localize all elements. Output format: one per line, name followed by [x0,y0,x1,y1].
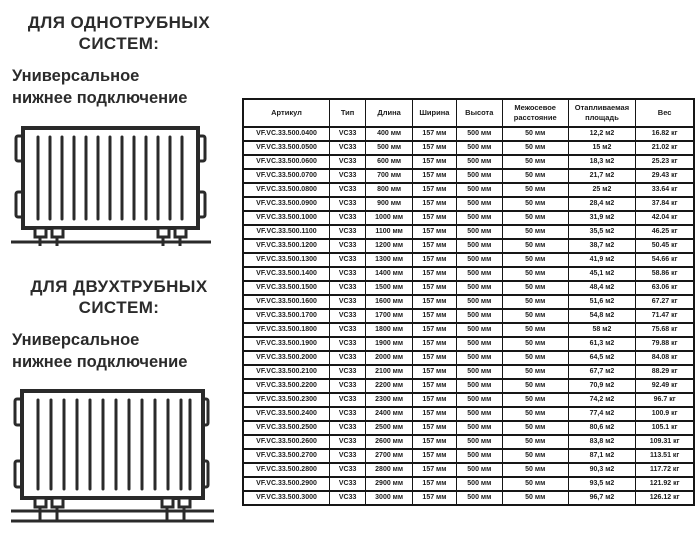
table-cell: VF.VC.33.500.1400 [243,267,330,281]
table-cell: VC33 [330,477,366,491]
table-cell: VC33 [330,183,366,197]
table-cell: 46.25 кг [636,225,694,239]
table-cell: VF.VC.33.500.2300 [243,393,330,407]
table-cell: 500 мм [456,169,502,183]
table-cell: 500 мм [456,407,502,421]
table-cell: 157 мм [413,141,457,155]
table-cell: 92.49 кг [636,379,694,393]
table-cell: 54,8 м2 [568,309,636,323]
table-cell: VF.VC.33.500.0600 [243,155,330,169]
table-cell: 105.1 кг [636,421,694,435]
table-cell: VF.VC.33.500.1300 [243,253,330,267]
column-header: Длина [366,99,413,127]
table-cell: 75.68 кг [636,323,694,337]
table-cell: 2600 мм [366,435,413,449]
table-row [243,239,694,253]
table-cell: 157 мм [413,477,457,491]
table-cell: 41,9 м2 [568,253,636,267]
table-cell: VC33 [330,351,366,365]
table-cell: 2100 мм [366,365,413,379]
table-cell: VF.VC.33.500.0900 [243,197,330,211]
table-cell: 500 мм [456,211,502,225]
table-cell: VF.VC.33.500.2900 [243,477,330,491]
table-cell: 109.31 кг [636,435,694,449]
table-cell: 88.29 кг [636,365,694,379]
table-cell: VC33 [330,225,366,239]
table-cell: 33.64 кг [636,183,694,197]
table-cell: 51,6 м2 [568,295,636,309]
table-cell: 157 мм [413,211,457,225]
table-cell: VF.VC.33.500.1000 [243,211,330,225]
table-row [243,253,694,267]
table-cell: 500 мм [456,323,502,337]
table-cell: 67,7 м2 [568,365,636,379]
two-pipe-subtitle [12,330,228,374]
table-cell: 157 мм [413,127,457,141]
table-cell: 58 м2 [568,323,636,337]
table-cell: 90,3 м2 [568,463,636,477]
table-cell: 50 мм [502,379,568,393]
table-cell: 500 мм [366,141,413,155]
title-line: ДЛЯ ДВУХТРУБНЫХ [30,277,208,296]
table-cell: 3000 мм [366,491,413,505]
table-cell: 70,9 м2 [568,379,636,393]
column-header: Артикул [243,99,330,127]
table-cell: VF.VC.33.500.2100 [243,365,330,379]
table-cell: VF.VC.33.500.1600 [243,295,330,309]
table-cell: VC33 [330,435,366,449]
table-cell: 157 мм [413,253,457,267]
table-cell: 1900 мм [366,337,413,351]
table-cell: VC33 [330,127,366,141]
table-row [243,477,694,491]
table-cell: 42.04 кг [636,211,694,225]
table-cell: VF.VC.33.500.2800 [243,463,330,477]
radiator-single-pipe-diagram [10,123,212,249]
table-cell: 157 мм [413,407,457,421]
table-cell: 77,4 м2 [568,407,636,421]
table-cell: 500 мм [456,421,502,435]
table-cell: 500 мм [456,337,502,351]
table-row [243,225,694,239]
title-line: СИСТЕМ: [78,298,160,318]
table-cell: VF.VC.33.500.0400 [243,127,330,141]
table-cell: 50 мм [502,281,568,295]
table-cell: 21,7 м2 [568,169,636,183]
table-cell: VC33 [330,309,366,323]
table-cell: 500 мм [456,435,502,449]
table-cell: 16.82 кг [636,127,694,141]
table-cell: 157 мм [413,365,457,379]
table-row [243,141,694,155]
table-cell: 84.08 кг [636,351,694,365]
table-cell: 500 мм [456,379,502,393]
table-row [243,379,694,393]
table-cell: 157 мм [413,295,457,309]
table-cell: VC33 [330,295,366,309]
table-cell: 1600 мм [366,295,413,309]
table-cell: 157 мм [413,239,457,253]
table-cell: 50 мм [502,365,568,379]
subtitle-line: Универсальное [12,331,140,350]
table-cell: 50 мм [502,253,568,267]
table-cell: 157 мм [413,183,457,197]
table-cell: 157 мм [413,421,457,435]
table-cell: 500 мм [456,463,502,477]
table-cell: VC33 [330,407,366,421]
table-cell: 50 мм [502,183,568,197]
table-cell: VC33 [330,155,366,169]
table-cell: 500 мм [456,127,502,141]
table-cell: 50 мм [502,141,568,155]
table-cell: 50 мм [502,239,568,253]
table-cell: 500 мм [456,141,502,155]
table-cell: 58.86 кг [636,267,694,281]
table-cell: 500 мм [456,309,502,323]
table-cell: 500 мм [456,155,502,169]
table-cell: VC33 [330,337,366,351]
table-cell: 12,2 м2 [568,127,636,141]
table-cell: 50 мм [502,337,568,351]
table-cell: 157 мм [413,393,457,407]
table-row [243,365,694,379]
table-cell: 50 мм [502,477,568,491]
table-row [243,491,694,505]
table-cell: 50 мм [502,267,568,281]
table-cell: 74,2 м2 [568,393,636,407]
table-cell: 500 мм [456,477,502,491]
table-row [243,267,694,281]
table-cell: 700 мм [366,169,413,183]
table-cell: 96,7 м2 [568,491,636,505]
table-cell: 61,3 м2 [568,337,636,351]
table-cell: 1100 мм [366,225,413,239]
table-cell: VC33 [330,281,366,295]
table-row [243,421,694,435]
table-cell: VC33 [330,463,366,477]
table-cell: VF.VC.33.500.2400 [243,407,330,421]
table-cell: 157 мм [413,379,457,393]
table-cell: 800 мм [366,183,413,197]
table-cell: 500 мм [456,351,502,365]
table-cell: 157 мм [413,491,457,505]
table-cell: 35,5 м2 [568,225,636,239]
table-cell: 50 мм [502,407,568,421]
table-cell: 121.92 кг [636,477,694,491]
table-cell: 63.06 кг [636,281,694,295]
table-cell: 400 мм [366,127,413,141]
table-cell: VC33 [330,379,366,393]
table-cell: 67.27 кг [636,295,694,309]
table-cell: 600 мм [366,155,413,169]
table-cell: VC33 [330,323,366,337]
table-body [243,127,694,505]
table-cell: 2000 мм [366,351,413,365]
table-cell: 31,9 м2 [568,211,636,225]
column-header: Отапливаемая площадь [568,99,636,127]
table-cell: 54.66 кг [636,253,694,267]
table-cell: 500 мм [456,253,502,267]
table-cell: 50 мм [502,323,568,337]
table-cell: 50.45 кг [636,239,694,253]
table-cell: 1700 мм [366,309,413,323]
table-row [243,351,694,365]
table-cell: VC33 [330,449,366,463]
table-cell: 25 м2 [568,183,636,197]
column-header: Тип [330,99,366,127]
table-cell: 157 мм [413,267,457,281]
table-cell: 83,8 м2 [568,435,636,449]
table-cell: 50 мм [502,309,568,323]
table-row [243,393,694,407]
table-row [243,463,694,477]
table-cell: 900 мм [366,197,413,211]
table-cell: VF.VC.33.500.1500 [243,281,330,295]
table-cell: 2400 мм [366,407,413,421]
table-cell: 113.51 кг [636,449,694,463]
column-header: Межосевое расстояние [502,99,568,127]
table-cell: VF.VC.33.500.2000 [243,351,330,365]
table-cell: VF.VC.33.500.2200 [243,379,330,393]
table-cell: 64,5 м2 [568,351,636,365]
table-cell: 1300 мм [366,253,413,267]
table-cell: VC33 [330,169,366,183]
table-cell: 157 мм [413,281,457,295]
table-cell: VF.VC.33.500.1800 [243,323,330,337]
table-cell: 500 мм [456,449,502,463]
table-cell: 96.7 кг [636,393,694,407]
table-cell: 50 мм [502,225,568,239]
table-cell: 45,1 м2 [568,267,636,281]
table-cell: 500 мм [456,197,502,211]
table-row [243,407,694,421]
table-cell: VC33 [330,491,366,505]
table-cell: 50 мм [502,449,568,463]
table-cell: VC33 [330,365,366,379]
table-cell: 500 мм [456,225,502,239]
table-cell: 50 мм [502,393,568,407]
table-cell: VC33 [330,211,366,225]
table-cell: VF.VC.33.500.2600 [243,435,330,449]
table-cell: 93,5 м2 [568,477,636,491]
single-pipe-subtitle [12,66,228,110]
title-line: ДЛЯ ОДНОТРУБНЫХ [27,13,211,32]
table-cell: VC33 [330,239,366,253]
table-cell: VC33 [330,197,366,211]
table-cell: 15 м2 [568,141,636,155]
table-cell: 157 мм [413,155,457,169]
subtitle-line: Универсальное [12,67,140,86]
column-header: Высота [456,99,502,127]
table-cell: 157 мм [413,337,457,351]
table-cell: 1400 мм [366,267,413,281]
single-pipe-title [10,12,228,54]
table-cell: 157 мм [413,463,457,477]
table-row [243,197,694,211]
table-cell: 500 мм [456,393,502,407]
table-cell: 2800 мм [366,463,413,477]
table-cell: VC33 [330,141,366,155]
table-cell: 1500 мм [366,281,413,295]
table-cell: 500 мм [456,281,502,295]
table-cell: 50 мм [502,351,568,365]
table-row [243,295,694,309]
table-cell: VC33 [330,393,366,407]
table-cell: 500 мм [456,267,502,281]
table-cell: VC33 [330,253,366,267]
table-cell: 25.23 кг [636,155,694,169]
table-row [243,281,694,295]
table-cell: 71.47 кг [636,309,694,323]
table-cell: VC33 [330,421,366,435]
table-cell: 50 мм [502,295,568,309]
table-cell: 50 мм [502,435,568,449]
table-row [243,211,694,225]
table-row [243,127,694,141]
table-cell: 1200 мм [366,239,413,253]
table-cell: 50 мм [502,421,568,435]
table-cell: 28,4 м2 [568,197,636,211]
two-pipe-section [10,276,228,524]
table-cell: 79.88 кг [636,337,694,351]
table-row [243,155,694,169]
spec-table [242,98,695,506]
table-cell: VF.VC.33.500.0800 [243,183,330,197]
table-cell: VF.VC.33.500.0700 [243,169,330,183]
table-cell: VF.VC.33.500.1700 [243,309,330,323]
table-cell: 157 мм [413,323,457,337]
radiator-two-pipe-diagram [10,387,215,524]
table-cell: 2200 мм [366,379,413,393]
two-pipe-title [10,276,228,318]
table-cell: 2900 мм [366,477,413,491]
table-cell: VF.VC.33.500.2700 [243,449,330,463]
subtitle-line: нижнее подключение [12,88,188,107]
table-cell: VF.VC.33.500.0500 [243,141,330,155]
table-cell: 87,1 м2 [568,449,636,463]
table-cell: 50 мм [502,169,568,183]
table-cell: 21.02 кг [636,141,694,155]
table-row [243,449,694,463]
table-cell: 157 мм [413,169,457,183]
table-row [243,169,694,183]
table-cell: 50 мм [502,463,568,477]
table-cell: 80,6 м2 [568,421,636,435]
table-cell: 29.43 кг [636,169,694,183]
table-cell: 1000 мм [366,211,413,225]
table-cell: 38,7 м2 [568,239,636,253]
column-header: Вес [636,99,694,127]
table-cell: VF.VC.33.500.1900 [243,337,330,351]
table-cell: 157 мм [413,449,457,463]
table-cell: 157 мм [413,351,457,365]
table-cell: 50 мм [502,127,568,141]
table-cell: 500 мм [456,491,502,505]
table-cell: VF.VC.33.500.1200 [243,239,330,253]
single-pipe-section [10,12,228,249]
table-row [243,309,694,323]
table-row [243,323,694,337]
table-cell: 18,3 м2 [568,155,636,169]
table-cell: 50 мм [502,197,568,211]
table-header-row [243,99,694,127]
table-cell: 500 мм [456,183,502,197]
table-cell: 500 мм [456,295,502,309]
table-row [243,337,694,351]
table-cell: VC33 [330,267,366,281]
table-cell: 117.72 кг [636,463,694,477]
subtitle-line: нижнее подключение [12,352,188,371]
table-cell: 500 мм [456,365,502,379]
table-cell: 37.84 кг [636,197,694,211]
table-cell: 48,4 м2 [568,281,636,295]
table-cell: 50 мм [502,491,568,505]
title-line: СИСТЕМ: [78,34,160,54]
table-cell: 2500 мм [366,421,413,435]
table-cell: VF.VC.33.500.1100 [243,225,330,239]
table-cell: 2300 мм [366,393,413,407]
table-cell: VF.VC.33.500.3000 [243,491,330,505]
table-cell: VF.VC.33.500.2500 [243,421,330,435]
table-row [243,183,694,197]
table-cell: 157 мм [413,197,457,211]
table-cell: 50 мм [502,211,568,225]
column-header: Ширина [413,99,457,127]
table-cell: 157 мм [413,225,457,239]
table-row [243,435,694,449]
table-cell: 2700 мм [366,449,413,463]
table-cell: 1800 мм [366,323,413,337]
table-cell: 50 мм [502,155,568,169]
table-cell: 157 мм [413,435,457,449]
table-cell: 126.12 кг [636,491,694,505]
table-cell: 100.9 кг [636,407,694,421]
table-cell: 157 мм [413,309,457,323]
table-cell: 500 мм [456,239,502,253]
